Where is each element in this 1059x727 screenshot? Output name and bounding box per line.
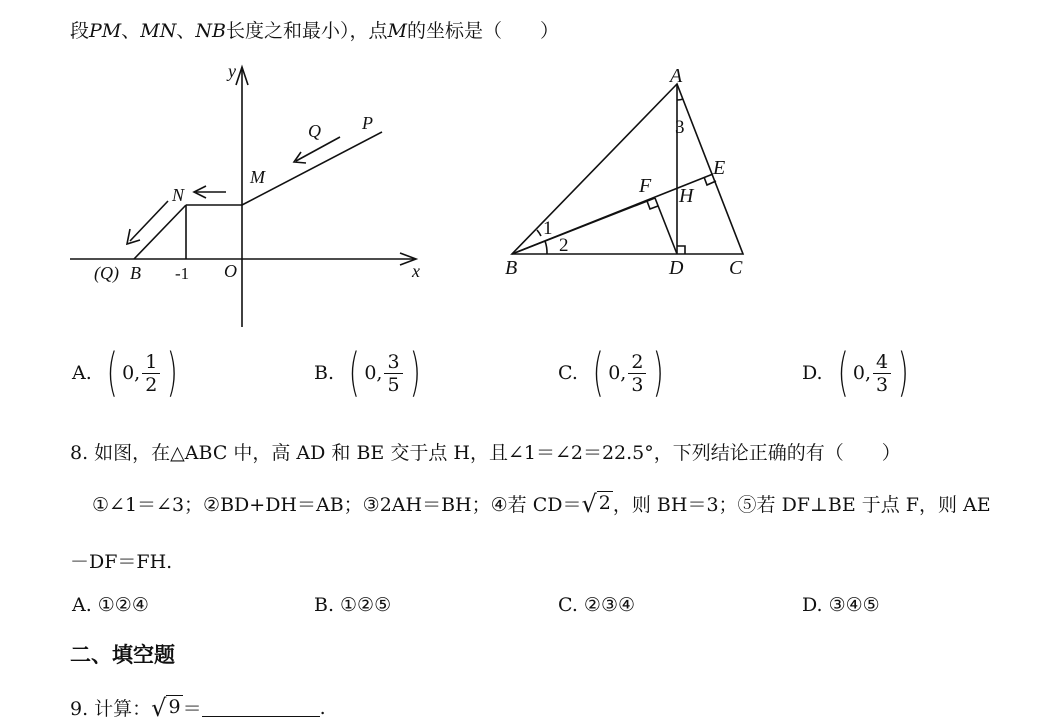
label-angle-3: 3: [675, 117, 685, 138]
q8-option-d[interactable]: [802, 594, 880, 616]
option-value: 0,: [122, 362, 141, 384]
label-x: x: [412, 261, 420, 281]
question-8-statements: [92, 490, 991, 517]
angle-3-arc: [677, 99, 683, 100]
q8-statements-part2: ，则 BH＝3；⑤若 DF⊥BE 于点 F，则 AE: [612, 494, 991, 516]
option-label: C.: [558, 362, 578, 384]
option-value: ①②⑤: [340, 594, 392, 616]
sqrt-2: √ 2: [581, 489, 611, 518]
angle-1-arc: [537, 230, 541, 236]
line-nb: [134, 205, 186, 259]
fraction: $\frac{1}{2}$: [142, 351, 160, 396]
option-value: 0,: [852, 362, 872, 384]
q7-option-d[interactable]: D. ( 0, $\frac{4}{3}$ ): [802, 343, 909, 403]
sqrt-9: √ 9: [151, 693, 181, 722]
section-heading: 二、填空题: [70, 643, 175, 667]
line-fd: [655, 198, 677, 254]
question-8-statements-end: －DF＝FH.: [70, 551, 173, 573]
label-e: E: [713, 157, 726, 179]
option-label: C.: [558, 594, 578, 616]
label-q-paren: (Q): [94, 263, 119, 283]
label-y: y: [228, 61, 236, 81]
q7-text-pre: 段: [70, 20, 90, 42]
question-7-tail: [70, 16, 559, 43]
q7-option-c[interactable]: C. ( 0, $\frac{2}{3}$ ): [558, 343, 665, 403]
point-m: M: [387, 20, 407, 42]
question-8-stem: 8. 如图，在△ABC 中，高 AD 和 BE 交于点 H，且∠1＝∠2＝22.5°，下列结论正确的有（ ）: [70, 442, 901, 464]
option-value: ③④⑤: [828, 594, 880, 616]
triangle-figure: [495, 60, 785, 285]
label-angle-1: 1: [543, 218, 553, 239]
q8-option-b[interactable]: [314, 594, 391, 616]
segment-pm: PM: [89, 20, 122, 42]
segment-nb: NB: [195, 20, 226, 42]
bisector-bh: [512, 170, 677, 254]
label-h: H: [679, 185, 694, 207]
q7-text-end: 的坐标是（ ）: [406, 20, 559, 42]
option-label: D.: [802, 594, 823, 616]
option-value: ②③④: [583, 594, 636, 616]
question-9: [70, 694, 326, 721]
option-label: A.: [72, 594, 92, 616]
fraction: $\frac{3}{5}$: [384, 351, 402, 396]
label-a: A: [670, 65, 683, 87]
q7-text-mid: 长度之和最小），点: [225, 20, 388, 42]
q7-sep-2: 、: [176, 20, 196, 42]
coordinate-figure: [60, 55, 440, 335]
label-c: C: [729, 257, 743, 279]
q8-option-a[interactable]: [72, 594, 149, 616]
fraction: $\frac{4}{3}$: [873, 351, 891, 396]
q9-prefix: 9. 计算：: [70, 698, 152, 720]
answer-blank[interactable]: [202, 698, 320, 717]
option-value: 0,: [364, 362, 383, 384]
segment-mn: MN: [140, 20, 177, 42]
option-label: D.: [802, 362, 823, 384]
label-m: M: [250, 167, 265, 187]
label-f: F: [639, 175, 652, 197]
label-b-vertex: B: [505, 257, 518, 279]
q9-equals: ＝: [182, 698, 202, 720]
option-label: B.: [314, 362, 335, 384]
label-p: P: [362, 113, 373, 133]
label-o: O: [224, 261, 237, 281]
q9-end: .: [319, 696, 326, 719]
fraction: $\frac{2}{3}$: [628, 351, 646, 396]
right-angle-d: [677, 246, 685, 254]
q7-option-b[interactable]: B. ( 0, $\frac{3}{5}$ ): [314, 343, 421, 403]
q7-option-a[interactable]: A. ( 0, $\frac{1}{2}$ ): [72, 343, 179, 403]
label-angle-2: 2: [559, 235, 569, 256]
q8-option-c[interactable]: [558, 594, 635, 616]
arrow-to-b: [130, 201, 168, 241]
angle-2-arc: [545, 241, 547, 254]
label-d: D: [669, 257, 684, 279]
option-label: A.: [72, 362, 92, 384]
label-b: B: [130, 263, 141, 283]
q7-sep-1: 、: [121, 20, 141, 42]
option-value: 0,: [608, 362, 627, 384]
q8-statements-part1: ①∠1＝∠3；②BD+DH＝AB；③2AH＝BH；④若 CD＝: [92, 494, 582, 516]
label-neg1: -1: [175, 264, 190, 283]
label-n: N: [172, 185, 185, 205]
option-value: ①②④: [97, 594, 149, 616]
option-label: B.: [314, 594, 335, 616]
label-q: Q: [308, 121, 321, 141]
